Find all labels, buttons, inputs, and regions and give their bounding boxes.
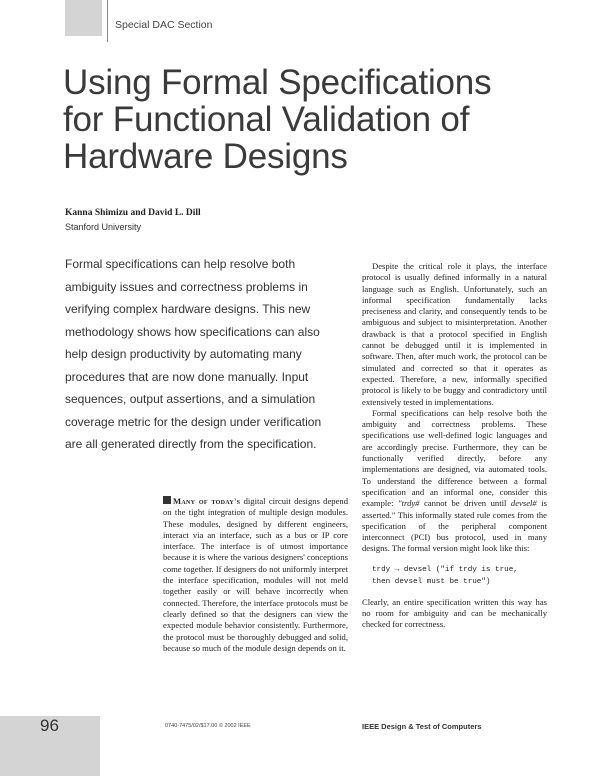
copyright-line: 0740-7475/02/$17.00 © 2002 IEEE [165,723,251,729]
abstract: Formal specifications can help resolve both ambiguity issues and correctness problems in verifying complex hardware designs. This new methodology shows how specifications can also help design productivity by automating many procedures that are now done manually. Input sequences, output assertions, and a simulation coverage metric for the design under verification are all generated directly from the specification. [65,257,322,451]
devsel-signal: devsel# [510,498,537,509]
body-paragraph-2: Despite the critical role it plays, the interface protocol is usually defined informally in a natural language such as English. Unfortunately, such an informal specification fundamentally lacks preciseness and clarity, and consequently tends to be ambiguous and subject to misinterpretation. Another drawback is that a protocol specified in English cannot be debugged until it is implemented in software. Then, after much work, the protocol can be simulated and corrected so that it operates as expected. Therefore, a new, informally specified protocol is likely to be buggy and contradictory until extensively tested in implementations. [362,261,547,407]
code-line-1: trdy → devsel ("if trdy is true, [372,565,518,574]
body-paragraph-3-mid: cannot be driven until [419,498,511,509]
header-tab-block [65,0,102,36]
lead-smallcaps: Many of today's [173,496,241,506]
journal-name: IEEE Design & Test of Computers [362,722,482,731]
body-paragraph-3-end: is asserted." This informally stated rule comes from the specification of the peripheral component interconnect (PCI) bus protocol, used in many designs. The formal version might look like this: [362,498,547,554]
body-column-left [163,496,348,654]
body-paragraph-1 [163,496,348,654]
article-title [63,64,583,175]
body-paragraph-3 [362,408,547,555]
lead-square-icon [163,496,171,504]
body-column-right [362,261,547,631]
title-line-3: Hardware Designs [63,137,348,176]
trdy-signal: "trdy# [398,498,420,509]
body-paragraph-4: Clearly, an entire specification written this way has no room for ambiguity and can be mechanically checked for correctness. [362,596,547,630]
code-line-2: then devsel must be true") [372,577,491,586]
code-example [372,564,547,588]
header-divider [107,0,108,42]
title-line-2: for Functional Validation of [63,100,470,139]
page-number: 96 [40,716,59,735]
section-label: Special DAC Section [115,19,213,31]
title-line-1: Using Formal Specifications [63,63,492,102]
body-paragraph-3-text: Formal specifications can help resolve both the ambiguity and correctness problems. These specifications use well-defined logic languages and are accordingly precise. Furthermore, they can be functionally verified directly, before any implementations are designed, via automated tools. To understand the difference between a formal specification and an informal one, consider this example: [362,407,547,509]
body-paragraph-1-text: digital circuit designs depend on the tight integration of multiple design modules. These modules, designed by different engineers, interact via an interface, such as a bus or IP core interface. The interface is of utmost importance because it is where the various designers' conceptions come together. If designers do not uniformly interpret the interface specification, modules will not meld together easily or will behave incorrectly when connected. Therefore, the interface protocols must be clearly defined so that the designers can view the expected module behavior consistently. Furthermore, the protocol must be thoroughly debugged and solid, because so much of the module design depends on it. [163,496,348,653]
affiliation: Stanford University [65,222,142,232]
authors: Kanna Shimizu and David L. Dill [65,208,201,218]
